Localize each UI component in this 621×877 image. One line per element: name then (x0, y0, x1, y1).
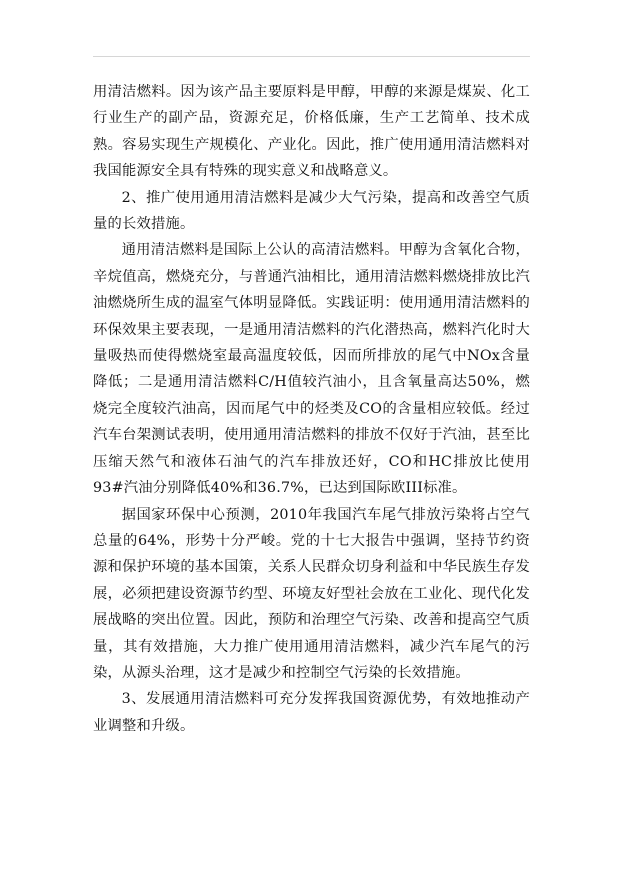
paragraph-continuation: 用清洁燃料。因为该产品主要原料是甲醇，甲醇的来源是煤炭、化工行业生产的副产品，资源充足，价格低廉，生产工艺简单、技术成熟。容易实现生产规模化、产业化。因此，推广使用通用清洁燃料对我国能源安全具有特殊的现实意义和战略意义。 (93, 84, 530, 180)
header-divider (93, 56, 530, 57)
section-heading-3: 3、发展通用清洁燃料可充分发挥我国资源优势，有效地推动产业调整和升级。 (93, 691, 530, 734)
document-body (93, 79, 530, 739)
section-heading-2: 2、推广使用通用清洁燃料是减少大气污染，提高和改善空气质量的长效措施。 (93, 189, 530, 233)
paragraph-air-quality: 据国家环保中心预测，2010年我国汽车尾气排放污染将占空气总量的64%，形势十分严峻。党的十七大报告中强调，坚持节约资源和保护环境的基本国策，关系人民群众切身利益和中华民族生存发展，必须把建设资源节约型、环境友好型社会放在工业化、现代化发展战略的突出位置。因此，预防和治理空气污染、改善和提高空气质量，其有效措施，大力推广使用通用清洁燃料，减少汽车尾气的污染，从源头治理，这才是减少和控制空气污染的长效措施。 (93, 506, 530, 681)
paragraph-environmental-benefits: 通用清洁燃料是国际上公认的高清洁燃料。甲醇为含氧化合物，辛烷值高，燃烧充分，与普通汽油相比，通用清洁燃料燃烧排放比汽油燃烧所生成的温室气体明显降低。实践证明：使用通用清洁燃料的环保效果主要表现，一是通用清洁燃料的汽化潜热高，燃料汽化时大量吸热而使得燃烧室最高温度较低，因而所排放的尾气中NOx含量降低；二是通用清洁燃料C/H值较汽油小，且含氧量高达50%，燃烧完全度较汽油高，因而尾气中的烃类及CO的含量相应较低。经过汽车台架测试表明，使用通用清洁燃料的排放不仅好于汽油，甚至比压缩天然气和液体石油气的汽车排放还好，CO和HC排放比使用93#汽油分别降低40%和36.7%，已达到国际欧III标准。 (93, 242, 530, 497)
